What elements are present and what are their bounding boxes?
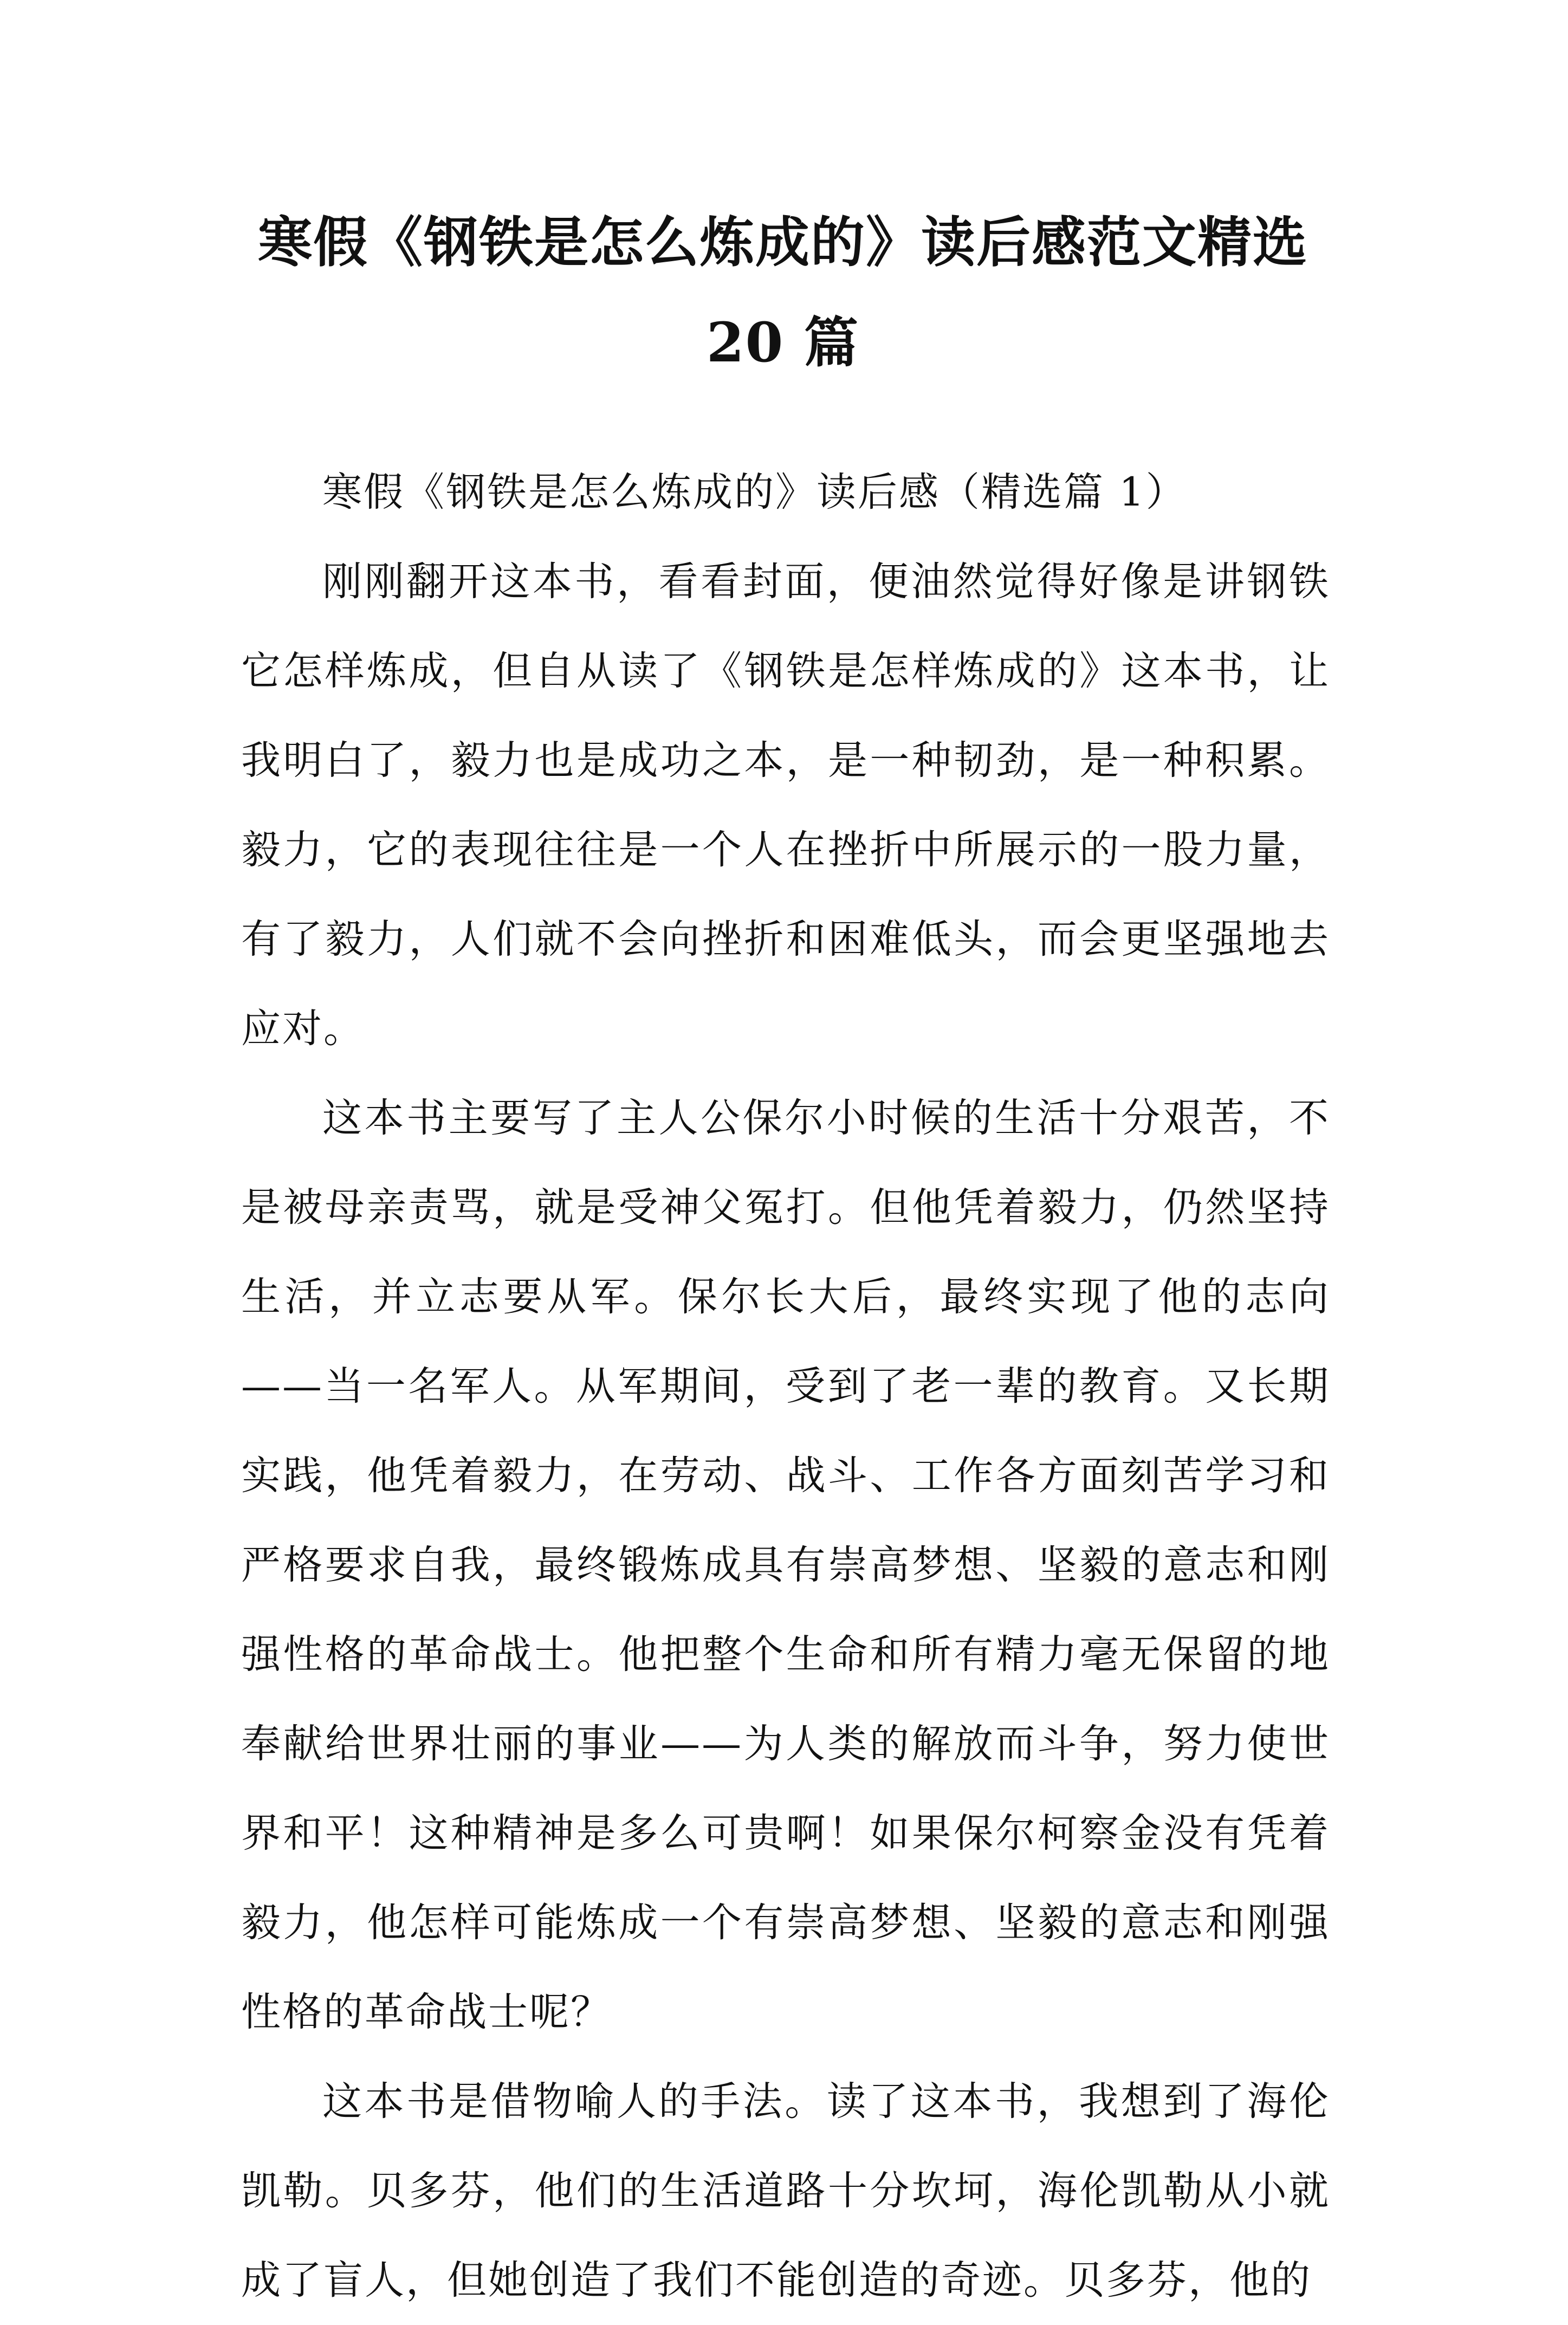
section-heading: 寒假《钢铁是怎么炼成的》读后感（精选篇 1） — [322, 469, 1187, 515]
title-line-2: 20 篇 — [707, 310, 859, 374]
paragraph-2: 这本书主要写了主人公保尔小时候的生活十分艰苦，不是被母亲责骂，就是受神父冤打。但他凭着毅力，仍然坚持生活，并立志要从军。保尔长大后，最终实现了他的志向——当一名军人。从军期间，受到了老一辈的教育。又长期实践，他凭着毅力，在劳动、战斗、工作各方面刻苦学习和严格要求自我，最终锻炼成具有崇高梦想、坚毅的意志和刚强性格的革命战士。他把整个生命和所有精力毫无保留的地奉献给世界壮丽的事业——为人类的解放而斗争，努力使世界和平！这种精神是多么可贵啊！如果保尔柯察金没有凭着毅力，他怎样可能炼成一个有崇高梦想、坚毅的意志和刚强性格的革命战士呢？ — [241, 1095, 1330, 2035]
document-body — [241, 448, 1330, 2325]
document-title — [238, 192, 1327, 393]
title-line-1: 寒假《钢铁是怎么炼成的》读后感范文精选 — [258, 210, 1308, 274]
paragraph-1: 刚刚翻开这本书，看看封面，便油然觉得好像是讲钢铁它怎样炼成，但自从读了《钢铁是怎样炼成的》这本书，让我明白了，毅力也是成功之本，是一种韧劲，是一种积累。毅力，它的表现往往是一个人在挫折中所展示的一股力量，有了毅力，人们就不会向挫折和困难低头，而会更坚强地去应对。 — [241, 559, 1330, 1052]
paragraph-3: 这本书是借物喻人的手法。读了这本书，我想到了海伦凯勒。贝多芬，他们的生活道路十分坎坷，海伦凯勒从小就成了盲人，但她创造了我们不能创造的奇迹。贝多芬，他的 — [241, 2078, 1330, 2303]
